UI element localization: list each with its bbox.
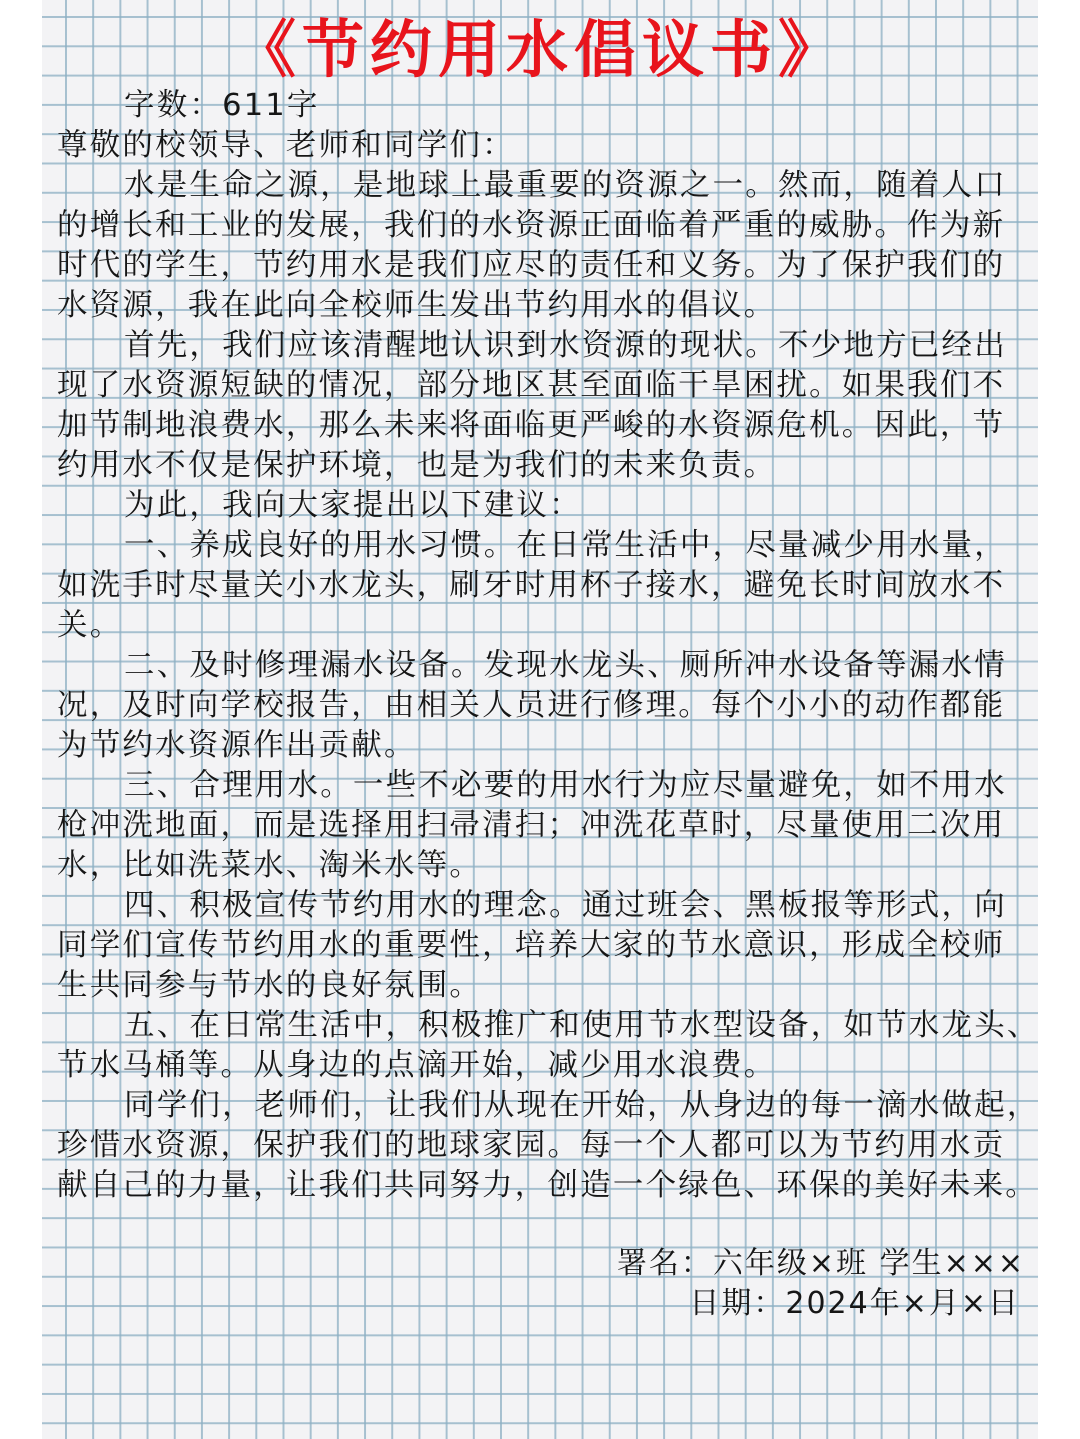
text-line: 献自己的力量，让我们共同努力，创造一个绿色、环保的美好未来。	[57, 1168, 1038, 1203]
text-line: 关。	[57, 608, 123, 643]
date: 日期：2024年×月×日	[689, 1286, 1020, 1321]
text-line: 时代的学生，节约用水是我们应尽的责任和义务。为了保护我们的	[57, 248, 1006, 283]
text-line: 为节约水资源作出贡献。	[57, 728, 417, 763]
text-line: 四、积极宣传节约用水的理念。通过班会、黑板报等形式，向	[124, 888, 1007, 923]
greeting: 尊敬的校领导、老师和同学们：	[57, 128, 515, 163]
text-line: 的增长和工业的发展，我们的水资源正面临着严重的威胁。作为新	[57, 208, 1006, 243]
text-line: 水资源，我在此向全校师生发出节约用水的倡议。	[57, 288, 777, 323]
document-title: 《节约用水倡议书》	[233, 13, 846, 86]
text-line: 三、合理用水。一些不必要的用水行为应尽量避免，如不用水	[124, 768, 1007, 803]
text-line: 二、及时修理漏水设备。发现水龙头、厕所冲水设备等漏水情	[124, 648, 1007, 683]
text-line: 况，及时向学校报告，由相关人员进行修理。每个小小的动作都能	[57, 688, 1006, 723]
text-line: 同学们宣传节约用水的重要性，培养大家的节水意识，形成全校师	[57, 928, 1006, 963]
text-line: 加节制地浪费水，那么未来将面临更严峻的水资源危机。因此，节	[57, 408, 1006, 443]
text-line: 为此，我向大家提出以下建议：	[124, 488, 582, 523]
text-line: 一、养成良好的用水习惯。在日常生活中，尽量减少用水量，	[124, 528, 1007, 563]
paragraph-lines	[57, 166, 1040, 1206]
text-line: 现了水资源短缺的情况，部分地区甚至面临干旱困扰。如果我们不	[57, 368, 1006, 403]
text-line: 同学们，老师们，让我们从现在开始，从身边的每一滴水做起，	[124, 1088, 1040, 1123]
text-line: 珍惜水资源，保护我们的地球家园。每一个人都可以为节约用水贡	[57, 1128, 1006, 1163]
document-body	[57, 86, 1040, 1206]
text-line: 生共同参与节水的良好氛围。	[57, 968, 483, 1003]
signature: 署名：六年级×班 学生×××	[616, 1246, 1025, 1281]
text-line: 首先，我们应该清醒地认识到水资源的现状。不少地方已经出	[124, 328, 1007, 363]
text-line: 节水马桶等。从身边的点滴开始，减少用水浪费。	[57, 1048, 777, 1083]
text-line: 五、在日常生活中，积极推广和使用节水型设备，如节水龙头、	[124, 1008, 1040, 1043]
word-count: 字数：611字	[124, 88, 320, 123]
text-line: 如洗手时尽量关小水龙头，刷牙时用杯子接水，避免长时间放水不	[57, 568, 1006, 603]
text-line: 水是生命之源，是地球上最重要的资源之一。然而，随着人口	[124, 168, 1007, 203]
text-line: 水，比如洗菜水、淘米水等。	[57, 848, 483, 883]
text-line: 枪冲洗地面，而是选择用扫帚清扫；冲洗花草时，尽量使用二次用	[57, 808, 1006, 843]
text-line: 约用水不仅是保护环境，也是为我们的未来负责。	[57, 448, 777, 483]
